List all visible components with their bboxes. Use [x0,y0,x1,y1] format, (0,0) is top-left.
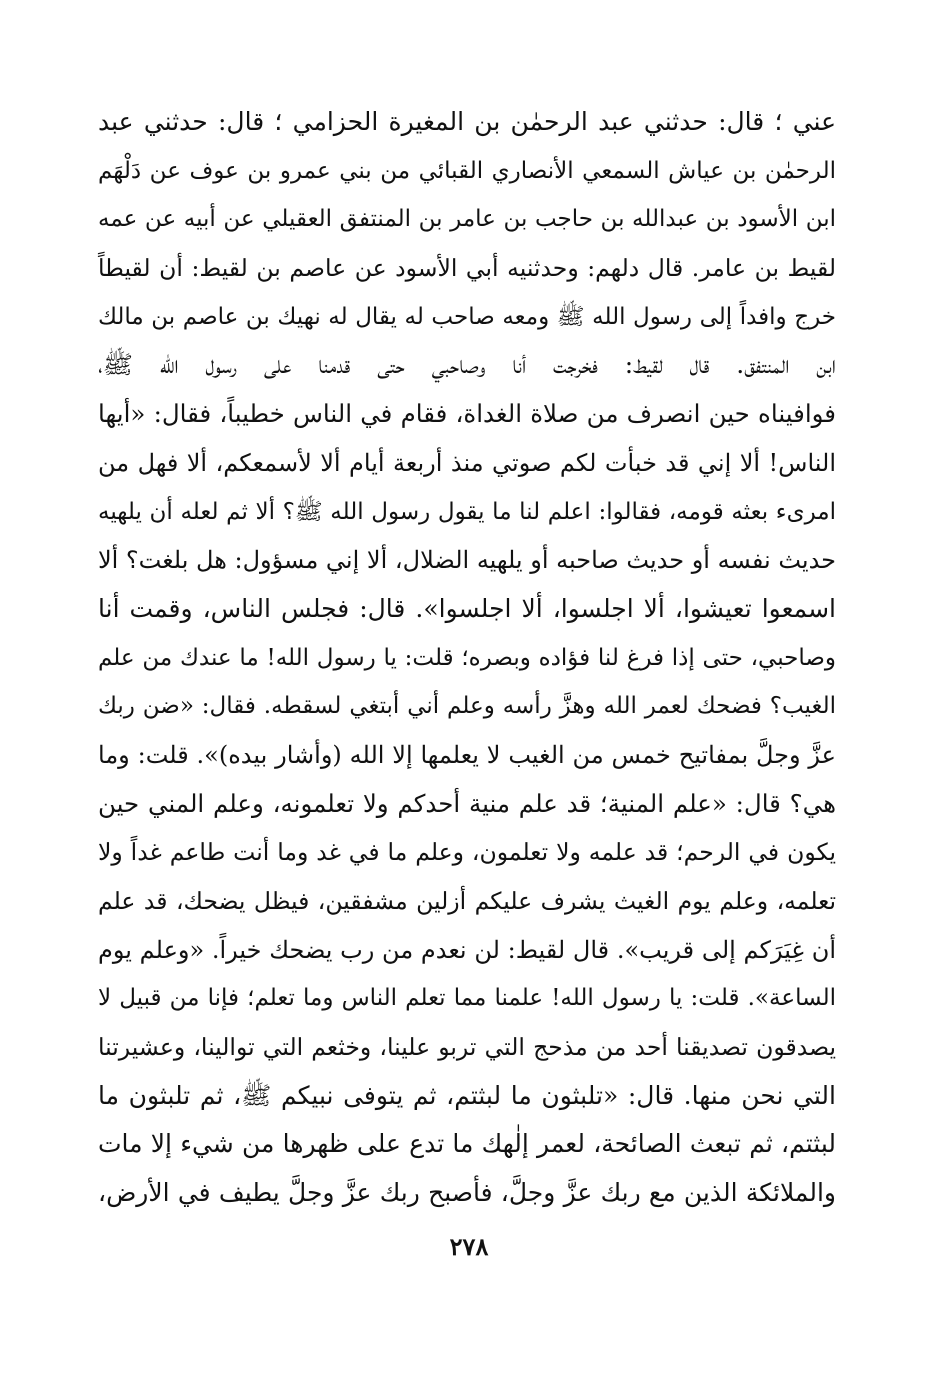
body-text [98,98,836,1218]
text-line: أن غِيَرَكم إلى قريب». قال لقيط: لن نعدم من رب يضحك خيراً. «وعلم يوم [98,935,837,964]
text-line: ابن الأسود بن عبدالله بن حاجب بن عامر بن المنتفق العقيلي عن أبيه عن عمه [98,206,836,233]
text-line: الرحمٰن بن عياش السمعي الأنصاري القبائي من بني عمرو بن عوف عن دَلْهَم [98,157,836,184]
text-line: لبثتم، ثم تبعث الصائحة، لعمر إلٰهك ما تدع على ظهرها من شيء إلا مات [98,1129,836,1159]
text-line: الناس! ألا إني قد خبأت لكم صوتي منذ أربعة أيام ألا لأسمعكم، ألا فهل من [98,448,836,477]
page-number: ٢٧٨ [449,1232,489,1261]
text-line: الساعة». قلت: يا رسول الله! علمنا مما تعلم الناس وما تعلم؛ فإنا من قبيل لا [98,985,836,1012]
text-line: عني ؛ قال: حدثني عبد الرحمٰن بن المغيرة الحزامي ؛ قال: حدثني عبد [98,107,836,136]
text-line: والملائكة الذين مع ربك عزَّ وجلَّ، فأصبح ربك عزَّ وجلَّ يطيف في الأرض، [98,1178,836,1208]
text-line: امرىء بعثه قومه، فقالوا: اعلم لنا ما يقول رسول الله ﷺ؟ ألا ثم لعله أن يلهيه [98,498,836,525]
text-line: فوافيناه حين انصرف من صلاة الغداة، فقام في الناس خطيباً، فقال: «أيها [98,399,836,429]
text-line: وصاحبي، حتى إذا فرغ لنا فؤاده وبصره؛ قلت: يا رسول الله! ما عندك من علم [98,644,836,671]
text-line: الغيب؟ فضحك لعمر الله وهزَّ رأسه وعلم أني أبتغي لسقطه. فقال: «ضن ربك [98,693,836,720]
text-line: هي؟ قال: «علم المنية؛ قد علم منية أحدكم ولا تعلمونه، وعلم المني حين [98,788,836,818]
text-line: يكون في الرحم؛ قد علمه ولا تعلمون، وعلم ما في غد وما أنت طاعم غداً ولا [98,838,836,867]
text-line: لقيط بن عامر. قال دلهم: وحدثنيه أبي الأسود عن عاصم بن لقيط: أن لقيطاً [98,254,836,283]
text-line: اسمعوا تعيشوا، ألا اجلسوا، ألا اجلسوا». قال: فجلس الناس، وقمت أنا [98,593,836,623]
text-line: تعلمه، وعلم يوم الغيث يشرف عليكم أزلين مشفقين، فيظل يضحك، قد علم [98,887,836,915]
text-line: خرج وافداً إلى رسول الله ﷺ ومعه صاحب له يقال له نهيك بن عاصم بن مالك [98,303,836,330]
text-line: ابن المنتفق. قال لقيط: فخرجت أنا وصاحبي حتى قدمنا على رسول الله ﷺ، [98,350,836,380]
text-line: عزَّ وجلَّ بمفاتيح خمس من الغيب لا يعلمها إلا الله (وأشار بيده)». قلت: وما [98,740,836,769]
text-line: يصدقون تصديقنا أحد من مذحج التي تربو علينا، وخثعم التي توالينا، وعشيرتنا [98,1033,836,1062]
text-line: التي نحن منها. قال: «تلبثون ما لبثتم، ثم يتوفى نبيكم ﷺ، ثم تلبثون ما [98,1080,836,1110]
text-line: حديث نفسه أو حديث صاحبه أو يلهيه الضلال، ألا إني مسؤول: هل بلغت؟ ألا [97,546,836,575]
